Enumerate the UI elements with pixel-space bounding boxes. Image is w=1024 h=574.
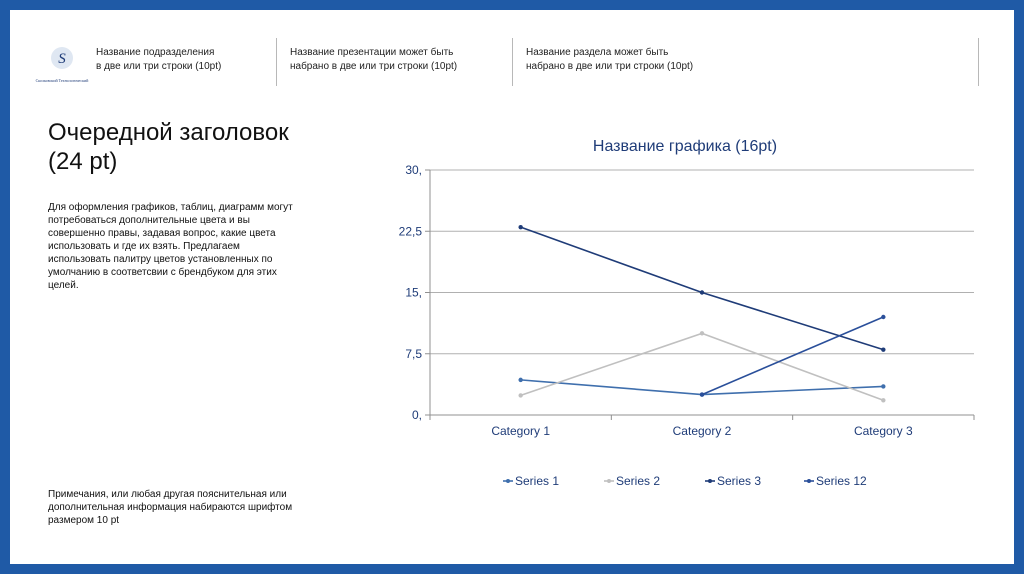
header-section: Название раздела может быть набрано в две или три строки (10pt)	[526, 47, 694, 72]
legend-label: Series 3	[717, 474, 762, 488]
data-point	[700, 290, 704, 294]
data-point	[700, 331, 704, 335]
data-point	[881, 384, 885, 388]
chart-gridlines	[430, 170, 974, 354]
page-title: Очередной заголовок (24 pt)	[48, 119, 289, 175]
series-line-1	[521, 333, 884, 400]
legend-marker	[807, 479, 811, 483]
data-point	[518, 378, 522, 382]
footnote-text: Примечания, или любая другая пояснительная или дополнительная информация набираются шрифтом размером 10 pt	[48, 489, 293, 526]
chart-series-lines	[518, 225, 885, 403]
y-tick-label: 15,	[405, 285, 422, 300]
data-point	[518, 393, 522, 397]
header-presentation: Название презентации может быть набрано в две или три строки (10pt)	[290, 47, 458, 72]
legend-marker	[506, 479, 510, 483]
data-point	[700, 392, 704, 396]
description-text: Для оформления графиков, таблиц, диаграмм могут потребоваться дополнительные цвета и вы совершенно правы, задавая вопрос, какие цвета использовать и где их взять. Предлагаем использовать палитру цветов установленных по умолчанию в соответсвии с брендбуком для этих целей.	[48, 202, 293, 291]
y-tick-label: 22,5	[398, 224, 422, 239]
data-point	[518, 225, 522, 229]
legend-label: Series 1	[515, 474, 560, 488]
data-point	[881, 398, 885, 402]
data-point	[881, 315, 885, 319]
logo-letter: S	[58, 51, 66, 67]
series-line-0	[521, 380, 884, 395]
series-line-3	[702, 317, 883, 395]
logo-caption: Сколковский Технологический	[35, 78, 89, 83]
chart-x-ticks	[430, 415, 974, 438]
y-tick-label: 7,5	[405, 346, 422, 361]
data-point	[881, 347, 885, 351]
y-tick-label: 30,	[405, 163, 422, 177]
legend-marker	[708, 479, 712, 483]
chart-y-ticks	[399, 163, 430, 422]
legend-marker	[607, 479, 611, 483]
legend-label: Series 2	[616, 474, 661, 488]
header-subdivision: Название подразделения в две или три строки (10pt)	[96, 47, 222, 72]
x-tick-label: Category 2	[672, 424, 732, 438]
x-tick-label: Category 3	[853, 424, 913, 438]
y-tick-label: 0,	[411, 408, 422, 422]
x-tick-label: Category 1	[491, 424, 551, 438]
chart-legend	[503, 474, 867, 488]
chart-title: Название графика (16pt)	[592, 138, 778, 155]
legend-label: Series 12	[816, 474, 867, 488]
